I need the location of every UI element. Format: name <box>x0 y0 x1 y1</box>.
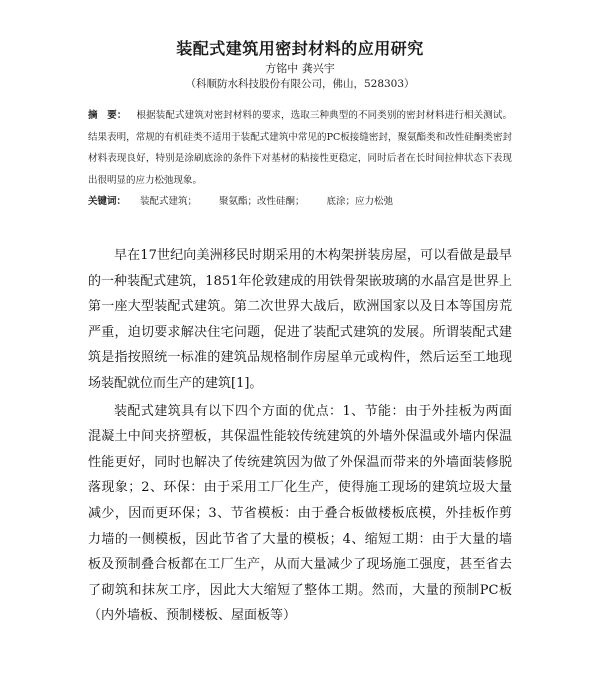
body-paragraph: 早在17世纪向美洲移民时期采用的木构架拼装房屋，可以看做是最早的一种装配式建筑，1851年伦敦建成的用铁骨架嵌玻璃的水晶宫是世界上第一座大型装配式建筑。第二次世界大战后，欧洲国家以及日本等国房荒严重，迫切要求解决住宅问题，促进了装配式建筑的发展。所谓装配式建筑是指按照统一标准的建筑品规格制作房屋单元或构件，然后运至工地现场装配就位而生产的建筑[1]。 <box>88 248 512 391</box>
paper-affiliation: （科顺防水科技股份有限公司，佛山，528303） <box>185 78 415 90</box>
keyword-item: 装配式建筑； <box>140 196 198 207</box>
abstract-text: 根据装配式建筑对密封材料的要求，选取三种典型的不同类别的密封材料进行相关测试。结果表明，常规的有机硅类不适用于装配式建筑中常见的PC板接缝密封，聚氨酯类和改性硅酮类密封材料表现良好，特别是涂刷底涂的条件下对基材的粘接性更稳定，同时后者在长时间拉伸状态下表现出很明显的应力松弛现象。 <box>88 110 512 186</box>
body-text <box>88 243 512 631</box>
body-paragraph: 装配式建筑具有以下四个方面的优点：1、节能：由于外挂板为两面混凝土中间夹挤塑板，其保温性能较传统建筑的外墙外保温或外墙内保温性能更好，同时也解决了传统建筑因为做了外保温而带来的外墙面装修脱落现象；2、环保：由于采用工厂化生产，使得施工现场的建筑垃圾大量减少，因而更环保；3、节省模板：由于叠合板做楼板底模，外挂板作剪力墙的一侧模板，因此节省了大量的模板；4、缩短工期：由于大量的墙板及预制叠合板都在工厂生产，从而大量减少了现场施工强度，甚至省去了砌筑和抹灰工序，因此大大缩短了整体工期。然而，大量的预制PC板（内外墙板、预制楼板、屋面板等） <box>88 403 512 624</box>
keyword-item: 底涂；应力松弛 <box>326 196 394 207</box>
keyword-item: 聚氨酯；改性硅酮； <box>219 196 305 207</box>
abstract <box>88 105 512 191</box>
paper-title: 装配式建筑用密封材料的应用研究 <box>176 39 424 58</box>
paper-authors: 方铭中 龚兴宇 <box>265 62 335 75</box>
keywords <box>88 193 512 207</box>
abstract-label: 摘 要： <box>88 110 127 121</box>
keywords-label: 关键词： <box>88 196 127 207</box>
